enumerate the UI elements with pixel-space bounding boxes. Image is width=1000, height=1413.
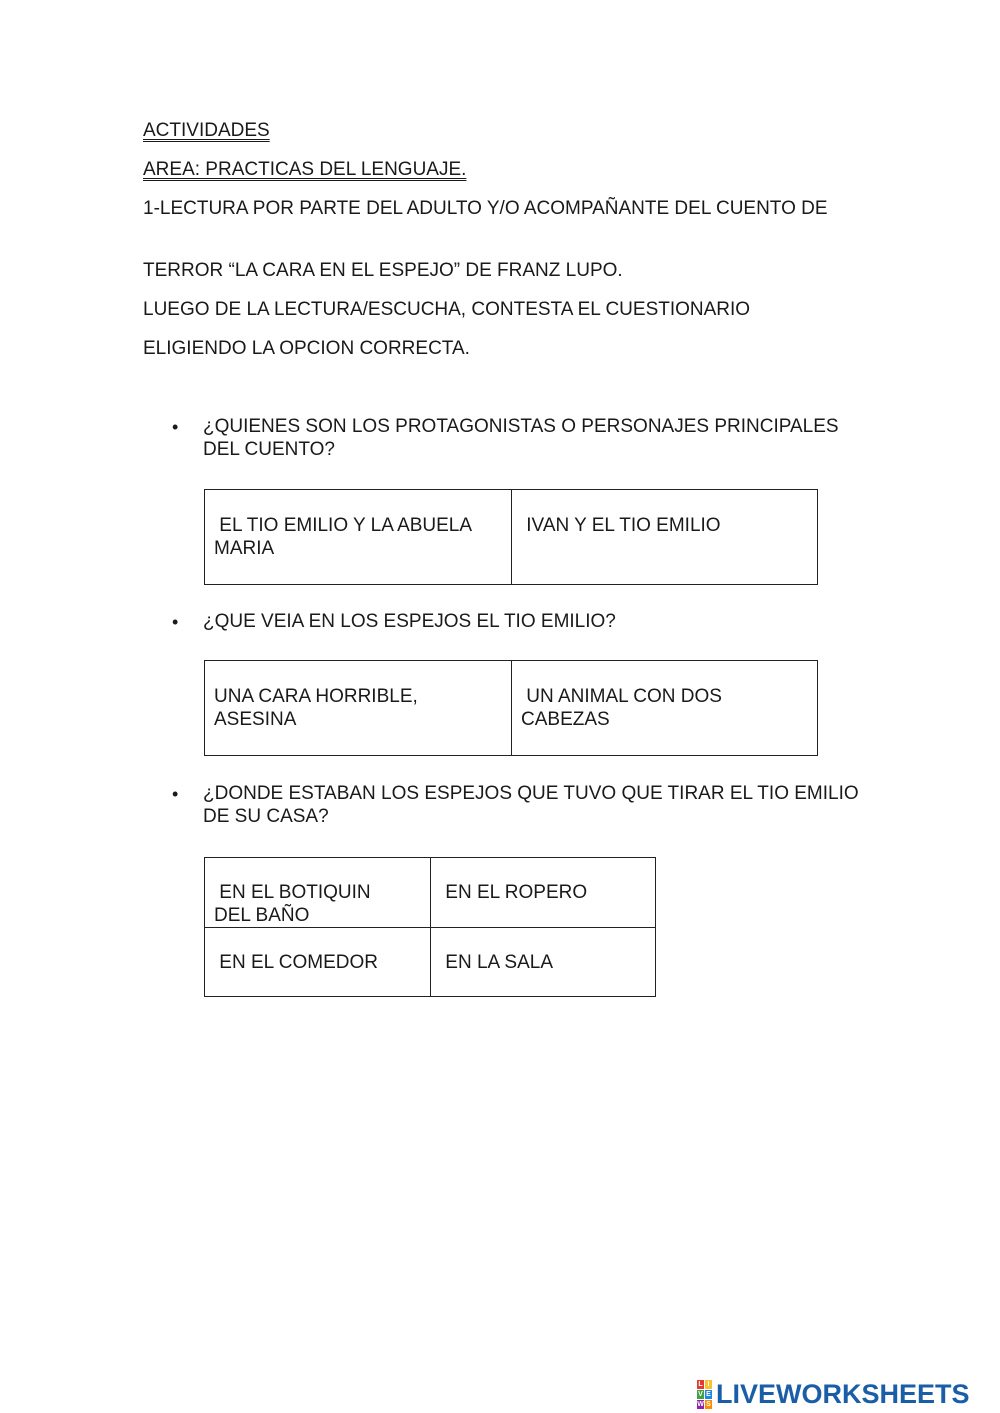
option-cell[interactable] bbox=[512, 490, 818, 585]
option-3b: EN EL ROPERO bbox=[440, 882, 588, 903]
option-3a: EN EL BOTIQUIN DEL BAÑO bbox=[214, 882, 376, 926]
logo-text: LIVEWORKSHEETS bbox=[716, 1378, 970, 1409]
option-3d: EN LA SALA bbox=[440, 952, 554, 973]
question-1-options bbox=[204, 489, 818, 585]
option-cell[interactable] bbox=[431, 858, 656, 928]
logo-mark-tile: W bbox=[697, 1400, 704, 1408]
instruction-line-1: 1-LECTURA POR PARTE DEL ADULTO Y/O ACOMPAÑANTE DEL CUENTO DE bbox=[143, 198, 828, 219]
question-1-text: ¿QUIENES SON LOS PROTAGONISTAS O PERSONAJES PRINCIPALES DEL CUENTO? bbox=[203, 416, 839, 460]
option-cell[interactable] bbox=[205, 490, 512, 585]
instruction-line-2: TERROR “LA CARA EN EL ESPEJO” DE FRANZ LUPO. bbox=[143, 260, 623, 281]
question-2-text: ¿QUE VEIA EN LOS ESPEJOS EL TIO EMILIO? bbox=[203, 611, 616, 632]
option-cell[interactable] bbox=[205, 858, 431, 928]
option-2b: UN ANIMAL CON DOS CABEZAS bbox=[521, 686, 728, 730]
option-1b: IVAN Y EL TIO EMILIO bbox=[521, 515, 721, 536]
option-1a: EL TIO EMILIO Y LA ABUELA MARIA bbox=[214, 515, 477, 559]
logo-mark-icon bbox=[697, 1380, 712, 1409]
liveworksheets-logo bbox=[697, 1378, 997, 1410]
page-title: ACTIVIDADES bbox=[143, 120, 270, 141]
question-3-options bbox=[204, 857, 656, 997]
logo-mark-tile: I bbox=[705, 1380, 712, 1389]
bullet-marker: • bbox=[172, 784, 179, 804]
option-3c: EN EL COMEDOR bbox=[214, 952, 378, 973]
bullet-marker: • bbox=[172, 612, 179, 632]
logo-mark-tile: L bbox=[698, 1380, 703, 1388]
option-cell[interactable] bbox=[205, 928, 431, 997]
instruction-line-4: ELIGIENDO LA OPCION CORRECTA. bbox=[143, 338, 470, 359]
logo-mark-tile: E bbox=[706, 1390, 711, 1398]
question-2-options bbox=[204, 660, 818, 756]
option-cell[interactable] bbox=[205, 661, 512, 756]
option-cell[interactable] bbox=[512, 661, 818, 756]
area-heading: AREA: PRACTICAS DEL LENGUAJE. bbox=[143, 159, 467, 180]
instruction-line-3: LUEGO DE LA LECTURA/ESCUCHA, CONTESTA EL CUESTIONARIO bbox=[143, 299, 751, 320]
logo-mark-tile: S bbox=[706, 1400, 711, 1408]
bullet-marker: • bbox=[172, 417, 179, 437]
option-cell[interactable] bbox=[431, 928, 656, 997]
option-2a: UNA CARA HORRIBLE, ASESINA bbox=[214, 686, 423, 730]
question-3-text: ¿DONDE ESTABAN LOS ESPEJOS QUE TUVO QUE TIRAR EL TIO EMILIO DE SU CASA? bbox=[203, 783, 859, 827]
logo-mark-tile: V bbox=[698, 1390, 703, 1398]
